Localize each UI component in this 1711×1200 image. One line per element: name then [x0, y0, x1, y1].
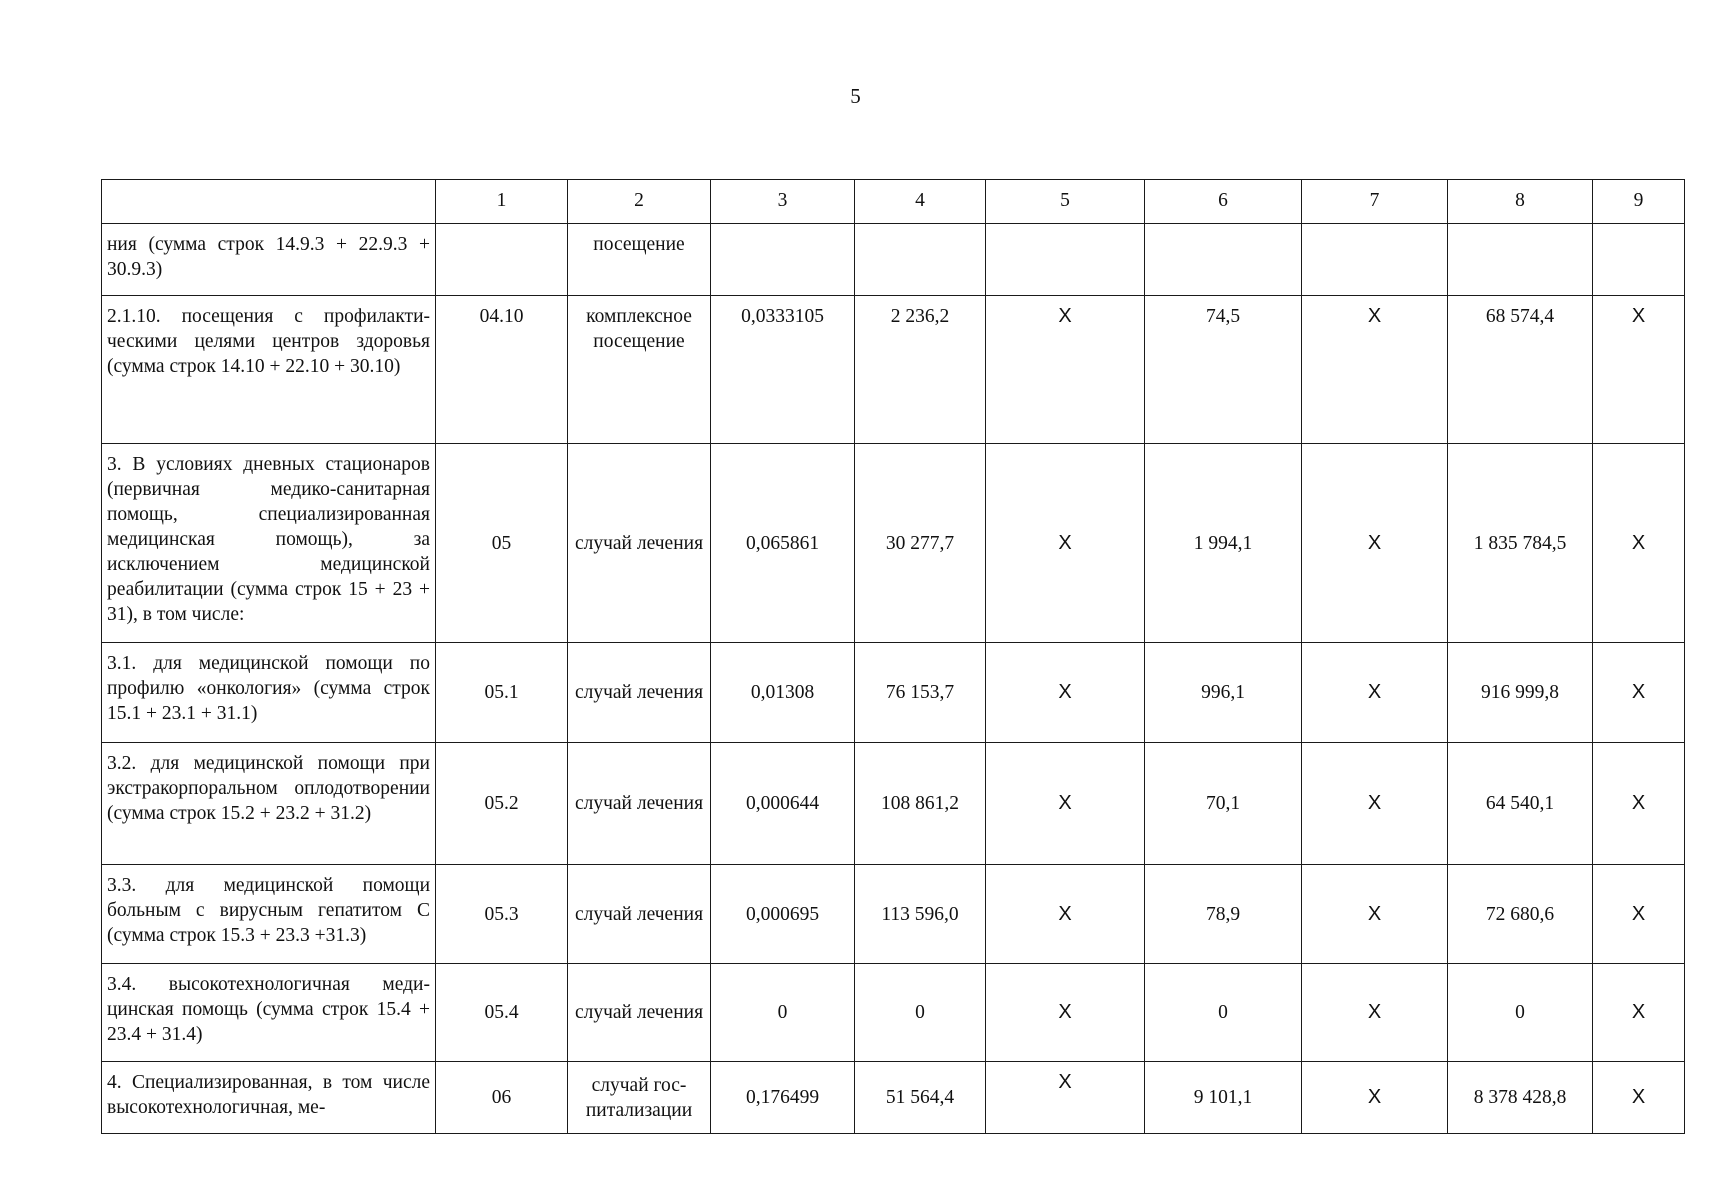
header-cell-9: 9	[1593, 180, 1685, 224]
cell-col9: X	[1593, 1062, 1685, 1134]
cell-unit: случай лечения	[568, 743, 711, 865]
cell-col4: 113 596,0	[855, 865, 986, 964]
row-label: 4. Специализированная, в том числе высокотехнологичная, ме-	[102, 1062, 436, 1134]
cell-col3	[711, 224, 855, 296]
cell-col6: 70,1	[1145, 743, 1302, 865]
row-label: 3. В условиях дневных стационаров (первичная медико-санитарная помощь, специализированная медицинская помощь), за исключением медицинской реабилитации (сумма строк 15 + 23 + 31), в том числе:	[102, 444, 436, 643]
cell-col7: X	[1302, 296, 1448, 444]
cell-col6: 9 101,1	[1145, 1062, 1302, 1134]
cell-col3: 0,01308	[711, 643, 855, 743]
row-label: 3.3. для медицинской помощи больным с вирусным гепатитом С (сумма строк 15.3 + 23.3 +31.3)	[102, 865, 436, 964]
header-cell-3: 3	[711, 180, 855, 224]
header-cell-5: 5	[986, 180, 1145, 224]
cell-col4: 76 153,7	[855, 643, 986, 743]
cell-col3: 0,0333105	[711, 296, 855, 444]
table-row	[102, 444, 1685, 643]
cell-col6: 996,1	[1145, 643, 1302, 743]
cell-row-number: 05.3	[436, 865, 568, 964]
table-row	[102, 1062, 1685, 1134]
cell-row-number: 05.2	[436, 743, 568, 865]
cell-unit: случай лечения	[568, 865, 711, 964]
row-label: 3.4. высокотехнологичная медицинская помощь (сумма строк 15.4 + 23.4 + 31.4)	[102, 964, 436, 1062]
cell-unit: случай лечения	[568, 643, 711, 743]
cell-col6: 74,5	[1145, 296, 1302, 444]
cell-col6: 1 994,1	[1145, 444, 1302, 643]
table-row	[102, 964, 1685, 1062]
cell-col6: 78,9	[1145, 865, 1302, 964]
cell-unit: случай лечения	[568, 444, 711, 643]
cell-row-number: 04.10	[436, 296, 568, 444]
cell-row-number: 06	[436, 1062, 568, 1134]
header-cell-4: 4	[855, 180, 986, 224]
cell-col8	[1448, 224, 1593, 296]
cell-col8: 68 574,4	[1448, 296, 1593, 444]
header-cell-6: 6	[1145, 180, 1302, 224]
cell-col8: 0	[1448, 964, 1593, 1062]
row-label: 2.1.10. посещения с профилактическими целями центров здоровья (сумма строк 14.10 + 22.10 + 30.10)	[102, 296, 436, 444]
cell-col6	[1145, 224, 1302, 296]
cell-col7: X	[1302, 743, 1448, 865]
cell-col5	[986, 224, 1145, 296]
cell-col3: 0,176499	[711, 1062, 855, 1134]
cell-col4: 30 277,7	[855, 444, 986, 643]
cell-col4: 2 236,2	[855, 296, 986, 444]
cell-col5: X	[986, 1062, 1145, 1134]
cell-unit: посещение	[568, 224, 711, 296]
cell-col8: 916 999,8	[1448, 643, 1593, 743]
cell-col5: X	[986, 964, 1145, 1062]
cell-col5: X	[986, 296, 1145, 444]
header-cell-8: 8	[1448, 180, 1593, 224]
row-label: ния (сумма строк 14.9.3 + 22.9.3 + 30.9.3)	[102, 224, 436, 296]
table-row	[102, 743, 1685, 865]
cell-unit: случай лечения	[568, 964, 711, 1062]
cell-col5: X	[986, 865, 1145, 964]
cell-col7	[1302, 224, 1448, 296]
cell-col4	[855, 224, 986, 296]
header-cell-2: 2	[568, 180, 711, 224]
cell-col7: X	[1302, 1062, 1448, 1134]
cell-col9: X	[1593, 865, 1685, 964]
cell-col7: X	[1302, 964, 1448, 1062]
cell-col8: 64 540,1	[1448, 743, 1593, 865]
table-row	[102, 224, 1685, 296]
cell-col3: 0,000644	[711, 743, 855, 865]
cell-unit: комплексное посещение	[568, 296, 711, 444]
cell-col8: 8 378 428,8	[1448, 1062, 1593, 1134]
cell-unit: случай госпитализации	[568, 1062, 711, 1134]
cell-col6: 0	[1145, 964, 1302, 1062]
cell-row-number	[436, 224, 568, 296]
cell-col9: X	[1593, 444, 1685, 643]
cell-col5: X	[986, 444, 1145, 643]
cell-col9: X	[1593, 643, 1685, 743]
cell-col9	[1593, 224, 1685, 296]
cell-col8: 72 680,6	[1448, 865, 1593, 964]
cell-col9: X	[1593, 743, 1685, 865]
table-row	[102, 865, 1685, 964]
cell-col7: X	[1302, 865, 1448, 964]
cell-col8: 1 835 784,5	[1448, 444, 1593, 643]
row-label: 3.2. для медицинской помощи при экстракорпоральном оплодотворении (сумма строк 15.2 + 23.2 + 31.2)	[102, 743, 436, 865]
cell-row-number: 05.1	[436, 643, 568, 743]
cell-col9: X	[1593, 296, 1685, 444]
cell-row-number: 05.4	[436, 964, 568, 1062]
cell-col4: 51 564,4	[855, 1062, 986, 1134]
data-table	[101, 179, 1685, 1134]
row-label: 3.1. для медицинской помощи по профилю «онкология» (сумма строк 15.1 + 23.1 + 31.1)	[102, 643, 436, 743]
cell-col9: X	[1593, 964, 1685, 1062]
cell-col3: 0,000695	[711, 865, 855, 964]
cell-col7: X	[1302, 643, 1448, 743]
cell-col3: 0	[711, 964, 855, 1062]
page-number: 5	[850, 84, 861, 108]
header-cell-1: 1	[436, 180, 568, 224]
cell-col7: X	[1302, 444, 1448, 643]
cell-row-number: 05	[436, 444, 568, 643]
table-row	[102, 296, 1685, 444]
cell-col3: 0,065861	[711, 444, 855, 643]
column-number-row	[102, 180, 1685, 224]
table-row	[102, 643, 1685, 743]
cell-col4: 0	[855, 964, 986, 1062]
cell-col4: 108 861,2	[855, 743, 986, 865]
cell-col5: X	[986, 643, 1145, 743]
cell-col5: X	[986, 743, 1145, 865]
header-cell-7: 7	[1302, 180, 1448, 224]
header-cell-label	[102, 180, 436, 224]
